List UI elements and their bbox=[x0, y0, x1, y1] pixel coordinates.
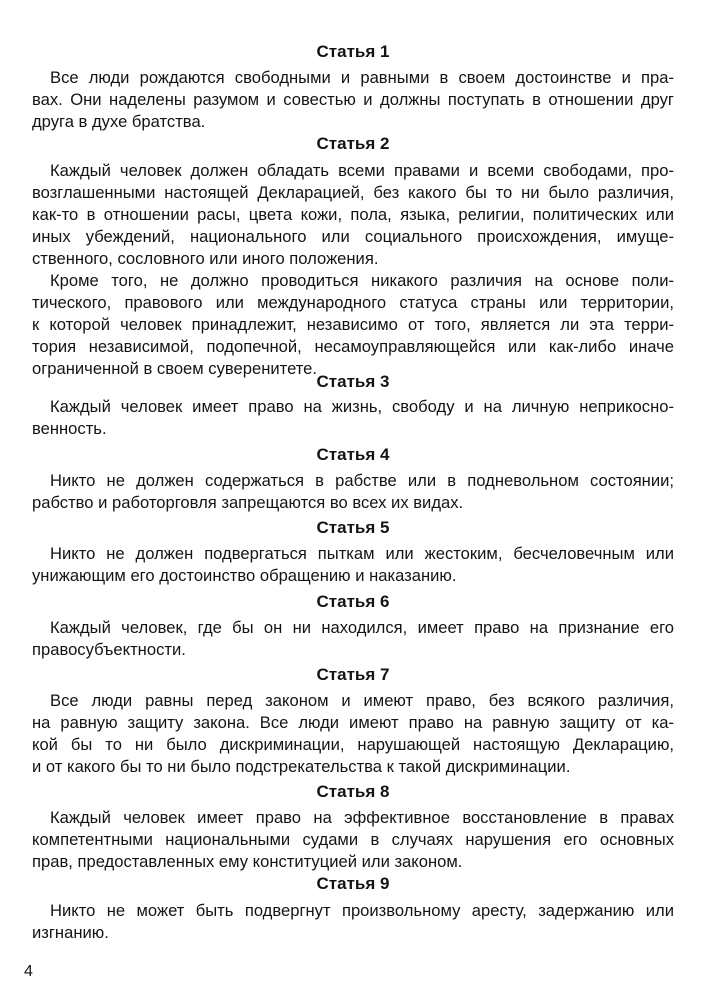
article-9 bbox=[32, 873, 674, 944]
article-5 bbox=[32, 517, 674, 587]
text-line: и от какого бы то ни было подстрекательства к такой дискриминации. bbox=[32, 757, 571, 776]
text-line: унижающим его достоинство обращению и наказанию. bbox=[32, 566, 457, 585]
text-line: тория независимой, подопечной, несамоуправляющейся или как-либо иначе bbox=[32, 337, 674, 356]
text-line: Никто не должен подвергаться пыткам или жестоким, бесчеловечным или bbox=[50, 544, 674, 563]
text-line: тического, правового или международного статуса страны или территории, bbox=[32, 293, 674, 312]
text-line: возглашенными настоящей Декларацией, без какого бы то ни было различия, bbox=[32, 183, 674, 202]
text-line: правосубъектности. bbox=[32, 640, 186, 659]
text-line: Каждый человек имеет право на эффективное восстановление в правах bbox=[50, 808, 674, 827]
text-line: прав, предоставленных ему конституцией или законом. bbox=[32, 852, 463, 871]
text-line: к которой человек принадлежит, независимо от того, является ли эта терри- bbox=[32, 315, 674, 334]
text-line: Каждый человек, где бы он ни находился, имеет право на признание его bbox=[50, 618, 674, 637]
text-line: вах. Они наделены разумом и совестью и должны поступать в отношении друг bbox=[32, 90, 674, 109]
article-2 bbox=[32, 133, 674, 380]
article-6 bbox=[32, 591, 674, 661]
text-line: ственного, сословного или иного положения. bbox=[32, 249, 379, 268]
text-line: Все люди равны перед законом и имеют право, без всякого различия, bbox=[50, 691, 674, 710]
article-heading: Статья 1 bbox=[316, 42, 390, 61]
text-line: ограниченной в своем суверенитете. bbox=[32, 359, 317, 378]
text-line: Никто не должен содержаться в рабстве или в подневольном состоянии; bbox=[50, 471, 674, 490]
text-line: Каждый человек должен обладать всеми правами и всеми свободами, про- bbox=[50, 161, 674, 180]
text-line: Каждый человек имеет право на жизнь, свободу и на личную неприкосно- bbox=[50, 397, 674, 416]
text-line: на равную защиту закона. Все люди имеют право на равную защиту от ка- bbox=[32, 713, 674, 732]
text-line: кой бы то ни было дискриминации, нарушающей настоящую Декларацию, bbox=[32, 735, 674, 754]
text-line: компетентными национальными судами в случаях нарушения его основных bbox=[32, 830, 674, 849]
text-line: Кроме того, не должно проводиться никакого различия на основе поли- bbox=[50, 271, 674, 290]
text-line: иных убеждений, национального или социального происхождения, имуще- bbox=[32, 227, 674, 246]
article-8 bbox=[32, 781, 674, 873]
text-line: друга в духе братства. bbox=[32, 112, 206, 131]
text-line: как-то в отношении расы, цвета кожи, пола, языка, религии, политических или bbox=[32, 205, 674, 224]
text-line: Все люди рождаются свободными и равными в своем достоинстве и пра- bbox=[50, 68, 674, 87]
article-heading: Статья 2 bbox=[316, 134, 390, 153]
text-line: Никто не может быть подвергнут произвольному аресту, задержанию или bbox=[50, 901, 674, 920]
article-heading: Статья 7 bbox=[316, 665, 390, 684]
article-heading: Статья 3 bbox=[316, 372, 390, 391]
article-heading: Статья 4 bbox=[316, 445, 390, 464]
article-1 bbox=[32, 41, 674, 133]
article-7 bbox=[32, 664, 674, 778]
article-4 bbox=[32, 444, 674, 514]
article-heading: Статья 8 bbox=[316, 782, 390, 801]
text-line: рабство и работорговля запрещаются во всех их видах. bbox=[32, 493, 464, 512]
article-heading: Статья 9 bbox=[316, 874, 390, 893]
text-line: изгнанию. bbox=[32, 923, 109, 942]
article-heading: Статья 5 bbox=[316, 518, 390, 537]
article-heading: Статья 6 bbox=[316, 592, 390, 611]
text-line: венность. bbox=[32, 419, 107, 438]
page-number: 4 bbox=[24, 963, 33, 980]
article-3 bbox=[32, 371, 674, 440]
